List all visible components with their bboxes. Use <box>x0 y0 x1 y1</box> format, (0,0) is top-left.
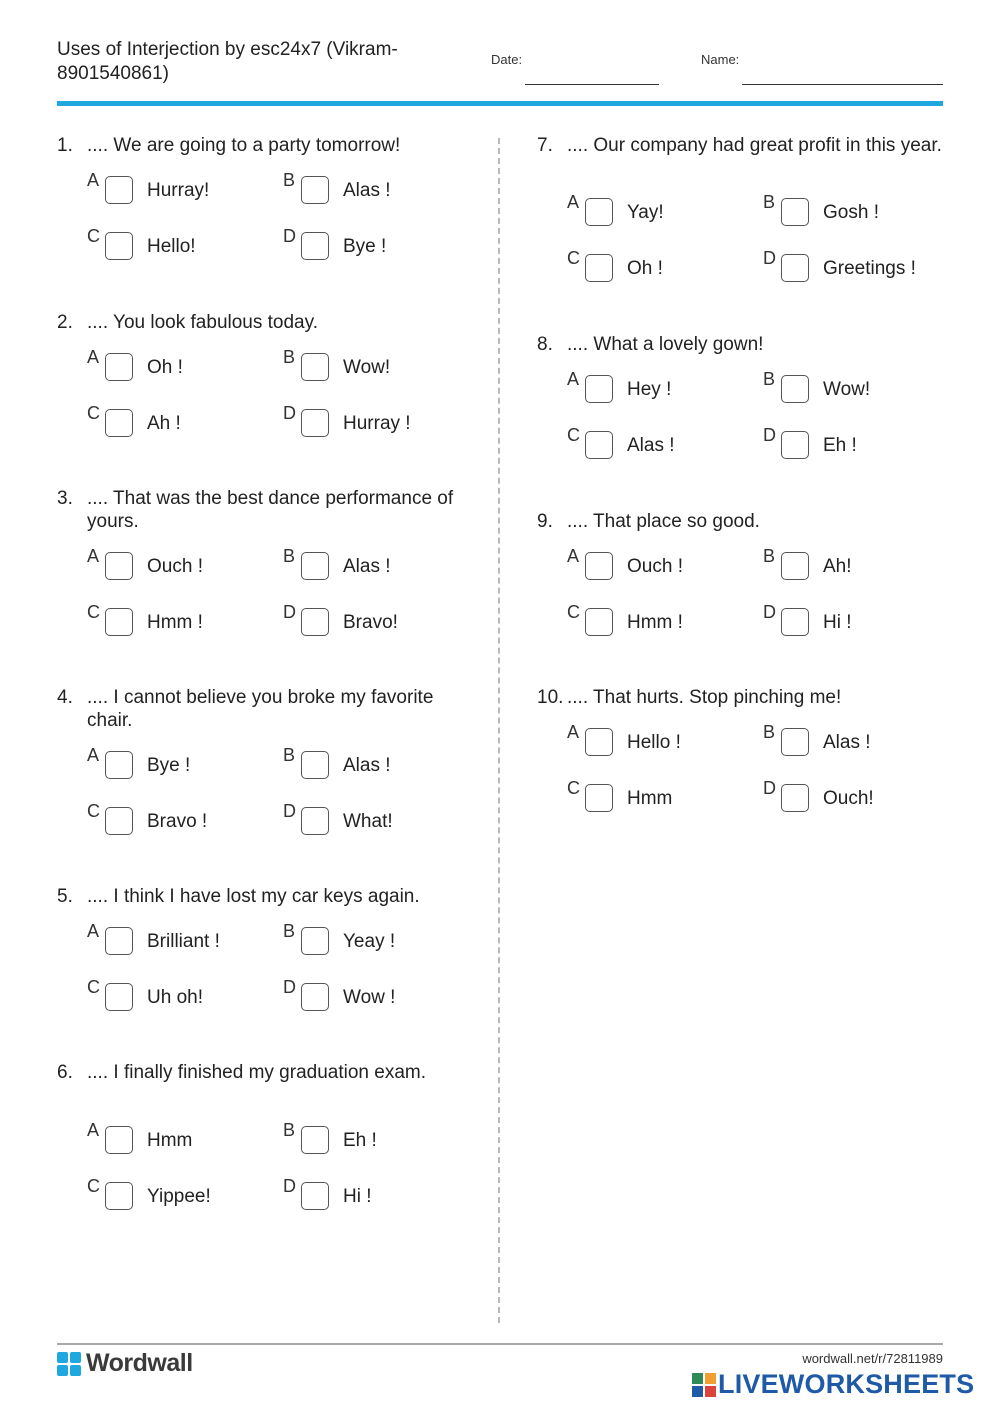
option-letter: B <box>763 192 776 212</box>
option-letter: C <box>567 425 580 445</box>
worksheet-title <box>57 38 457 86</box>
question-text: .... Our company had great profit in this year. <box>567 135 942 156</box>
option-label: Uh oh! <box>147 987 203 1008</box>
option-letter: C <box>87 977 100 997</box>
question-number: 2. <box>57 312 73 333</box>
option-label: Hmm ! <box>627 612 683 633</box>
option-letter: B <box>283 170 296 190</box>
option-label: Bye ! <box>343 236 387 257</box>
answer-checkbox[interactable] <box>781 375 809 403</box>
worksheet-url: wordwall.net/r/72811989 <box>802 1351 943 1366</box>
option-label: Eh ! <box>343 1130 377 1151</box>
answer-checkbox[interactable] <box>301 232 329 260</box>
option-letter: B <box>283 921 296 941</box>
option-letter: A <box>567 192 580 212</box>
answer-checkbox[interactable] <box>585 254 613 282</box>
answer-checkbox[interactable] <box>585 431 613 459</box>
answer-checkbox[interactable] <box>781 254 809 282</box>
answer-checkbox[interactable] <box>781 552 809 580</box>
answer-checkbox[interactable] <box>105 608 133 636</box>
question-text: .... You look fabulous today. <box>87 312 318 333</box>
title-line-1: Uses of Interjection by esc24x7 (Vikram- <box>57 39 398 60</box>
question-number: 8. <box>537 334 553 355</box>
answer-checkbox[interactable] <box>301 409 329 437</box>
answer-checkbox[interactable] <box>585 728 613 756</box>
option-label: Alas ! <box>343 556 391 577</box>
option-label: Hmm ! <box>147 612 203 633</box>
answer-checkbox[interactable] <box>301 608 329 636</box>
answer-checkbox[interactable] <box>585 608 613 636</box>
option-letter: B <box>763 546 776 566</box>
option-label: Ah ! <box>147 413 181 434</box>
option-label: Bravo ! <box>147 811 208 832</box>
answer-checkbox[interactable] <box>105 1182 133 1210</box>
option-label: What! <box>343 811 393 832</box>
option-letter: A <box>567 722 580 742</box>
option-label: Ouch! <box>823 788 874 809</box>
option-label: Ouch ! <box>627 556 683 577</box>
answer-checkbox[interactable] <box>781 784 809 812</box>
option-label: Greetings ! <box>823 258 916 279</box>
answer-checkbox[interactable] <box>105 409 133 437</box>
option-label: Oh ! <box>627 258 663 279</box>
option-letter: A <box>87 546 100 566</box>
answer-checkbox[interactable] <box>105 983 133 1011</box>
answer-checkbox[interactable] <box>105 176 133 204</box>
header-accent-bar <box>57 101 943 106</box>
option-label: Hurray! <box>147 180 210 201</box>
option-label: Yay! <box>627 202 664 223</box>
answer-checkbox[interactable] <box>301 1182 329 1210</box>
answer-checkbox[interactable] <box>301 983 329 1011</box>
option-label: Hello! <box>147 236 196 257</box>
option-label: Bravo! <box>343 612 398 633</box>
date-label: Date: <box>491 52 523 67</box>
option-letter: A <box>567 546 580 566</box>
option-letter: B <box>283 745 296 765</box>
option-label: Hi ! <box>823 612 852 633</box>
option-letter: B <box>283 546 296 566</box>
option-label: Hmm <box>627 788 673 809</box>
liveworksheets-logo-text: LIVEWORKSHEETS <box>718 1369 975 1399</box>
option-letter: B <box>763 369 776 389</box>
answer-checkbox[interactable] <box>105 353 133 381</box>
option-letter: B <box>763 722 776 742</box>
answer-checkbox[interactable] <box>585 784 613 812</box>
option-letter: C <box>87 1176 100 1196</box>
option-label: Oh ! <box>147 357 183 378</box>
option-label: Ah! <box>823 556 852 577</box>
question-number: 10. <box>537 687 564 708</box>
option-label: Hello ! <box>627 732 681 753</box>
option-label: Ouch ! <box>147 556 203 577</box>
answer-checkbox[interactable] <box>301 751 329 779</box>
answer-checkbox[interactable] <box>105 751 133 779</box>
question-number: 4. <box>57 687 73 708</box>
option-label: Hi ! <box>343 1186 372 1207</box>
answer-checkbox[interactable] <box>105 1126 133 1154</box>
option-letter: D <box>283 801 296 821</box>
option-label: Wow! <box>823 379 871 400</box>
option-letter: A <box>87 170 100 190</box>
option-letter: A <box>87 921 100 941</box>
option-label: Alas ! <box>343 755 391 776</box>
answer-checkbox[interactable] <box>301 353 329 381</box>
option-label: Wow ! <box>343 987 396 1008</box>
question-number: 1. <box>57 135 73 156</box>
question-number: 9. <box>537 511 553 532</box>
option-label: Yippee! <box>147 1186 211 1207</box>
answer-checkbox[interactable] <box>585 198 613 226</box>
option-letter: A <box>87 1120 100 1140</box>
option-label: Bye ! <box>147 755 191 776</box>
answer-checkbox[interactable] <box>301 927 329 955</box>
question-text: .... I finally finished my graduation exam. <box>87 1062 426 1083</box>
option-letter: D <box>283 977 296 997</box>
answer-checkbox[interactable] <box>105 807 133 835</box>
column-divider <box>498 138 500 1323</box>
name-field[interactable] <box>742 84 943 85</box>
option-letter: B <box>283 1120 296 1140</box>
option-label: Hmm <box>147 1130 193 1151</box>
option-letter: A <box>567 369 580 389</box>
question-text: .... That hurts. Stop pinching me! <box>567 687 842 708</box>
question-number: 7. <box>537 135 553 156</box>
answer-checkbox[interactable] <box>105 927 133 955</box>
answer-checkbox[interactable] <box>105 232 133 260</box>
answer-checkbox[interactable] <box>301 176 329 204</box>
answer-checkbox[interactable] <box>781 431 809 459</box>
option-letter: C <box>87 226 100 246</box>
wordwall-logo-text: Wordwall <box>86 1349 193 1377</box>
option-label: Yeay ! <box>343 931 396 952</box>
option-letter: D <box>763 602 776 622</box>
option-letter: D <box>283 403 296 423</box>
footer-divider <box>57 1343 943 1345</box>
question-text: .... That was the best dance performance of yours. <box>87 488 454 532</box>
question-number: 5. <box>57 886 73 907</box>
option-label: Gosh ! <box>823 202 879 223</box>
question-number: 6. <box>57 1062 73 1083</box>
option-letter: C <box>87 403 100 423</box>
option-letter: D <box>763 248 776 268</box>
option-label: Alas ! <box>823 732 871 753</box>
option-letter: C <box>567 248 580 268</box>
answer-checkbox[interactable] <box>301 552 329 580</box>
option-letter: C <box>567 778 580 798</box>
answer-checkbox[interactable] <box>585 375 613 403</box>
question-text: .... I cannot believe you broke my favorite chair. <box>87 687 434 731</box>
option-label: Alas ! <box>343 180 391 201</box>
question-text: .... I think I have lost my car keys again. <box>87 886 420 907</box>
option-letter: C <box>567 602 580 622</box>
answer-checkbox[interactable] <box>301 1126 329 1154</box>
option-letter: D <box>283 226 296 246</box>
worksheet-header <box>57 36 943 108</box>
question-number: 3. <box>57 488 73 509</box>
answer-checkbox[interactable] <box>301 807 329 835</box>
option-letter: D <box>763 778 776 798</box>
option-label: Wow! <box>343 357 391 378</box>
option-letter: D <box>763 425 776 445</box>
option-label: Brilliant ! <box>147 931 220 952</box>
option-letter: C <box>87 801 100 821</box>
option-label: Hurray ! <box>343 413 411 434</box>
answer-checkbox[interactable] <box>781 608 809 636</box>
question-text: .... We are going to a party tomorrow! <box>87 135 401 156</box>
answer-checkbox[interactable] <box>105 552 133 580</box>
option-letter: A <box>87 347 100 367</box>
title-line-2: 8901540861) <box>57 63 169 84</box>
answer-checkbox[interactable] <box>781 198 809 226</box>
option-letter: C <box>87 602 100 622</box>
option-letter: A <box>87 745 100 765</box>
question-text: .... What a lovely gown! <box>567 334 764 355</box>
option-letter: B <box>283 347 296 367</box>
liveworksheets-logo-icon <box>692 1373 716 1397</box>
wordwall-logo-icon <box>57 1352 81 1376</box>
option-label: Eh ! <box>823 435 857 456</box>
answer-checkbox[interactable] <box>585 552 613 580</box>
option-label: Alas ! <box>627 435 675 456</box>
liveworksheets-logo <box>692 1371 988 1399</box>
option-letter: D <box>283 602 296 622</box>
option-letter: D <box>283 1176 296 1196</box>
answer-checkbox[interactable] <box>781 728 809 756</box>
name-label: Name: <box>701 52 740 67</box>
option-label: Hey ! <box>627 379 672 400</box>
question-text: .... That place so good. <box>567 511 760 532</box>
date-field[interactable] <box>525 84 659 85</box>
